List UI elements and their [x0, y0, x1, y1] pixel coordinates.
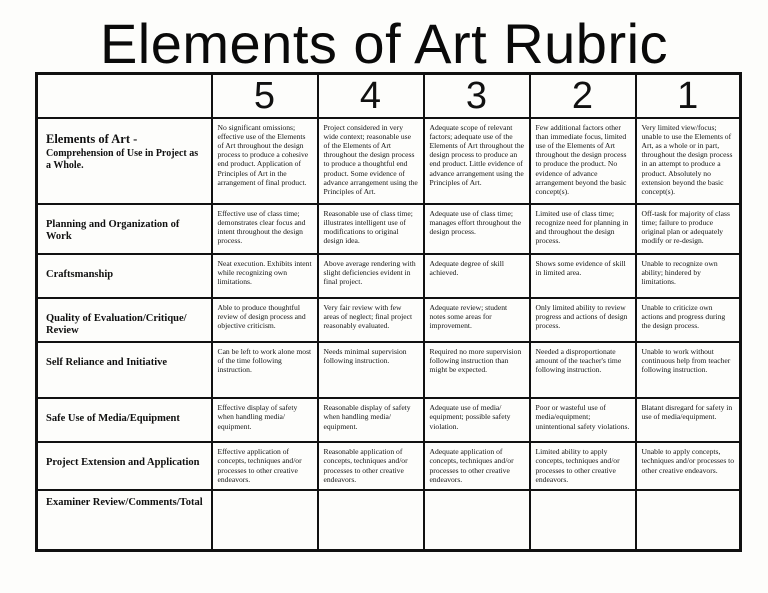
rubric-cell: Reasonable use of class time; illustrates intelligent use of modifications to original design idea. — [318, 204, 424, 254]
table-row — [37, 342, 741, 398]
rubric-cell: Unable to recognize own ability; hindered by limitations. — [636, 254, 741, 298]
score-header-4: 4 — [318, 74, 424, 118]
corner-cell — [37, 74, 212, 118]
criterion-evaluation: Quality of Evaluation/Critique/ Review — [37, 298, 212, 342]
table-row — [37, 298, 741, 342]
score-header-3: 3 — [424, 74, 530, 118]
rubric-cell: Few additional factors other than immediate focus, limited use of the Elements of Art throughout the design process to produce the product. No evidence of advance arrangement beyond the basic concept(s). — [530, 118, 636, 204]
criterion-extension: Project Extension and Application — [37, 442, 212, 490]
rubric-table — [35, 72, 742, 552]
comment-cell — [212, 490, 318, 550]
comment-cell — [530, 490, 636, 550]
criterion-planning: Planning and Organization of Work — [37, 204, 212, 254]
rubric-cell: Above average rendering with slight deficiencies evident in final project. — [318, 254, 424, 298]
comment-cell — [318, 490, 424, 550]
table-row — [37, 442, 741, 490]
rubric-cell: Adequate application of concepts, techniques and/or processes to other creative endeavors. — [424, 442, 530, 490]
rubric-cell: Adequate use of media/ equipment; possible safety violation. — [424, 398, 530, 442]
score-header-5: 5 — [212, 74, 318, 118]
rubric-cell: Unable to criticize own actions and progress during the design process. — [636, 298, 741, 342]
rubric-cell: Effective application of concepts, techniques and/or processes to other creative endeavors. — [212, 442, 318, 490]
rubric-cell: Shows some evidence of skill in limited area. — [530, 254, 636, 298]
criterion-self-reliance: Self Reliance and Initiative — [37, 342, 212, 398]
rubric-cell: Can be left to work alone most of the time following instruction. — [212, 342, 318, 398]
score-header-row — [37, 74, 741, 118]
rubric-cell: Needs minimal supervision following instruction. — [318, 342, 424, 398]
score-header-1: 1 — [636, 74, 741, 118]
comment-cell — [424, 490, 530, 550]
rubric-cell: Able to produce thoughtful review of design process and objective criticism. — [212, 298, 318, 342]
rubric-cell: Unable to work without continuous help from teacher following instruction. — [636, 342, 741, 398]
comment-cell — [636, 490, 741, 550]
criterion-elements-of-art — [37, 118, 212, 204]
table-row — [37, 490, 741, 550]
rubric-cell: Limited use of class time; recognize need for planning in and throughout the design process. — [530, 204, 636, 254]
rubric-cell: Reasonable display of safety when handling media/ equipment. — [318, 398, 424, 442]
rubric-cell: Reasonable application of concepts, techniques and/or processes to other creative endeavors. — [318, 442, 424, 490]
rubric-cell: Adequate review; student notes some areas for improvement. — [424, 298, 530, 342]
rubric-cell: Effective use of class time; demonstrates clear focus and intent throughout the design process. — [212, 204, 318, 254]
rubric-cell: Effective display of safety when handling media/ equipment. — [212, 398, 318, 442]
criterion-craftsmanship: Craftsmanship — [37, 254, 212, 298]
rubric-cell: Poor or wasteful use of media/equipment; unintentional safety violations. — [530, 398, 636, 442]
criterion-label: Elements of Art - — [46, 131, 138, 146]
table-row — [37, 118, 741, 204]
rubric-cell: Very fair review with few areas of neglect; final project reasonably evaluated. — [318, 298, 424, 342]
rubric-cell: Very limited view/focus; unable to use the Elements of Art, as a whole or in part, throughout the design process in an attempt to produce a product. Absolutely no extension beyond the basic concept(s). — [636, 118, 741, 204]
table-row — [37, 204, 741, 254]
rubric-cell: Unable to apply concepts, techniques and/or processes to other creative endeavors. — [636, 442, 741, 490]
table-row — [37, 254, 741, 298]
rubric-cell: Required no more supervision following instruction than might be expected. — [424, 342, 530, 398]
rubric-cell: Off-task for majority of class time; failure to produce original plan or adequately modify or re-design. — [636, 204, 741, 254]
criterion-safe-use: Safe Use of Media/Equipment — [37, 398, 212, 442]
criterion-examiner-review: Examiner Review/Comments/Total — [37, 490, 212, 550]
rubric-cell: Blatant disregard for safety in use of media/equipment. — [636, 398, 741, 442]
rubric-cell: Needed a disproportionate amount of the teacher's time following instruction. — [530, 342, 636, 398]
score-header-2: 2 — [530, 74, 636, 118]
page-title: Elements of Art Rubric — [99, 12, 669, 75]
rubric-cell: Adequate use of class time; manages effort throughout the design process. — [424, 204, 530, 254]
criterion-sublabel: Comprehension of Use in Project as a Whole. — [46, 147, 199, 171]
rubric-cell: Limited ability to apply concepts, techniques and/or processes to other creative endeavors. — [530, 442, 636, 490]
rubric-cell: Adequate degree of skill achieved. — [424, 254, 530, 298]
rubric-cell: Only limited ability to review progress and actions of design process. — [530, 298, 636, 342]
rubric-cell: No significant omissions; effective use of the Elements of Art throughout the design process to produce a cohesive end product. Application of Principles of Art in the arrangement of final product. — [212, 118, 318, 204]
rubric-cell: Neat execution. Exhibits intent while recognizing own limitations. — [212, 254, 318, 298]
table-row — [37, 398, 741, 442]
rubric-cell: Adequate scope of relevant factors; adequate use of the Elements of Art throughout the design process to produce an end product. Little evidence of advance arrangement using the Principles of Art. — [424, 118, 530, 204]
rubric-cell: Project considered in very wide context; reasonable use of the Elements of Art throughout the design process to produce a thoughtful end product. Some evidence of advance arrangement using the Principles of Art. — [318, 118, 424, 204]
